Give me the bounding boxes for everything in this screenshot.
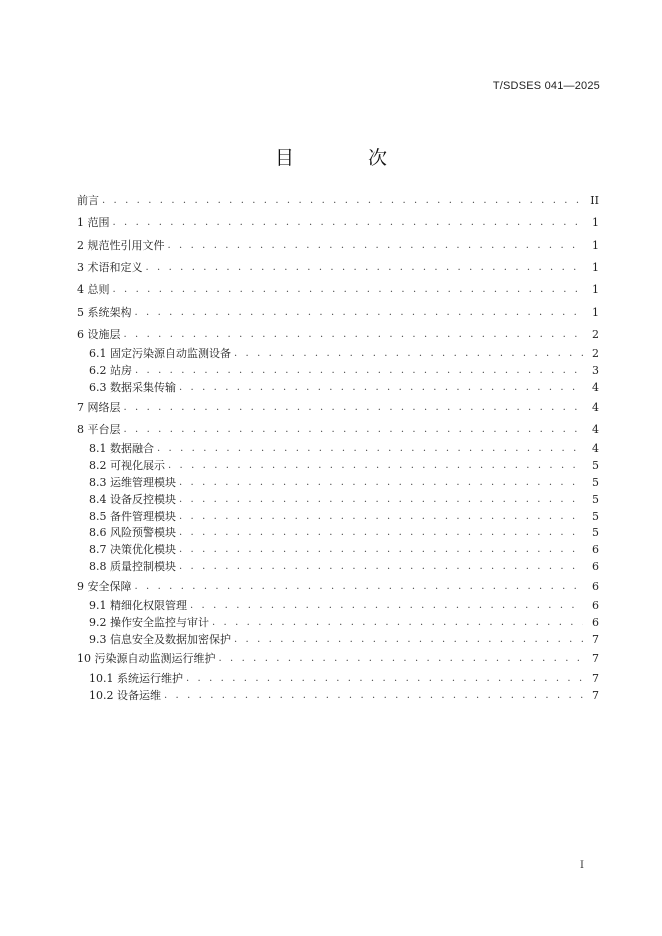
toc-entry-page: 7 [592, 652, 599, 666]
toc-dot-leader [124, 423, 584, 437]
toc-dot-leader [234, 347, 583, 361]
toc-entry[interactable] [77, 559, 599, 576]
toc-entry[interactable] [77, 687, 599, 704]
toc-entry-label: 8.2 可视化展示 [89, 459, 165, 473]
toc-entry[interactable] [77, 346, 599, 363]
page-number: I [580, 860, 584, 871]
toc-entry-page: 1 [592, 238, 599, 252]
toc-entry-label: 10.2 设备运维 [89, 688, 161, 702]
toc-entry-page: 6 [592, 560, 599, 574]
toc-entry[interactable] [77, 235, 599, 257]
toc-entry[interactable] [77, 301, 599, 323]
toc-entry-page: 4 [592, 422, 599, 436]
toc-entry-page: 2 [592, 327, 599, 341]
toc-entry-page: 4 [592, 442, 599, 456]
toc-entry-page: 6 [592, 543, 599, 557]
toc-dot-leader [179, 476, 583, 490]
document-code: T/SDSES 041—2025 [492, 80, 600, 92]
toc-entry[interactable] [77, 575, 599, 597]
toc-entry-page: 1 [592, 283, 599, 297]
toc-dot-leader [179, 543, 583, 557]
toc-entry-page: 5 [592, 492, 599, 506]
table-of-contents [77, 190, 599, 704]
toc-entry-label: 7 网络层 [77, 400, 121, 414]
toc-entry-page: 5 [592, 459, 599, 473]
toc-dot-leader [124, 401, 584, 415]
toc-entry-label: 8.7 决策优化模块 [89, 543, 176, 557]
toc-entry[interactable] [77, 542, 599, 559]
toc-entry-page: 2 [592, 347, 599, 361]
toc-dot-leader [219, 652, 584, 666]
toc-entry-page: 1 [592, 216, 599, 230]
toc-entry-label: 6 设施层 [77, 327, 121, 341]
toc-entry-page: 7 [592, 671, 599, 685]
toc-dot-leader [102, 194, 583, 208]
toc-dot-leader [113, 216, 584, 230]
toc-entry-page: 7 [592, 688, 599, 702]
toc-dot-leader [157, 442, 583, 456]
toc-entry[interactable] [77, 458, 599, 475]
toc-dot-leader [212, 616, 583, 630]
toc-dot-leader [168, 239, 584, 253]
toc-title: 目 次 [274, 147, 422, 169]
toc-entry[interactable] [77, 363, 599, 380]
toc-entry[interactable] [77, 257, 599, 279]
toc-dot-leader [179, 526, 583, 540]
toc-dot-leader [124, 328, 584, 342]
toc-dot-leader [135, 364, 583, 378]
toc-entry-page: 6 [592, 599, 599, 613]
toc-entry[interactable] [77, 598, 599, 615]
toc-entry[interactable] [77, 441, 599, 458]
toc-dot-leader [179, 560, 583, 574]
toc-entry-page: 6 [592, 579, 599, 593]
toc-dot-leader [135, 306, 584, 320]
toc-entry-page: 6 [592, 615, 599, 629]
toc-entry[interactable] [77, 279, 599, 301]
toc-entry[interactable] [77, 631, 599, 648]
toc-dot-leader [146, 261, 584, 275]
toc-entry[interactable] [77, 508, 599, 525]
toc-entry-label: 10.1 系统运行维护 [89, 671, 183, 685]
toc-entry-label: 2 规范性引用文件 [77, 238, 165, 252]
toc-dot-leader [168, 459, 583, 473]
toc-entry-page: 1 [592, 261, 599, 275]
toc-dot-leader [179, 493, 583, 507]
toc-dot-leader [135, 580, 584, 594]
toc-dot-leader [179, 510, 583, 524]
toc-entry-page: 7 [592, 632, 599, 646]
toc-entry-label: 9.3 信息安全及数据加密保护 [89, 632, 231, 646]
toc-entry-label: 8 平台层 [77, 422, 121, 436]
toc-entry[interactable] [77, 212, 599, 234]
toc-entry-label: 9 安全保障 [77, 579, 132, 593]
toc-entry[interactable] [77, 670, 599, 687]
toc-entry[interactable] [77, 396, 599, 418]
toc-entry-label: 8.1 数据融合 [89, 442, 154, 456]
toc-dot-leader [186, 672, 583, 686]
toc-entry[interactable] [77, 475, 599, 492]
toc-entry-label: 8.4 设备反控模块 [89, 492, 176, 506]
toc-entry-label: 9.1 精细化权限管理 [89, 599, 187, 613]
toc-entry-page: 4 [592, 400, 599, 414]
toc-entry-label: 8.8 质量控制模块 [89, 560, 176, 574]
toc-entry-page: II [590, 194, 599, 208]
toc-dot-leader [113, 283, 584, 297]
toc-entry-label: 1 范围 [77, 216, 110, 230]
toc-entry[interactable] [77, 648, 599, 670]
toc-entry-label: 4 总则 [77, 283, 110, 297]
toc-entry[interactable] [77, 615, 599, 632]
toc-entry-label: 8.5 备件管理模块 [89, 509, 176, 523]
toc-entry-label: 6.2 站房 [89, 364, 132, 378]
toc-entry[interactable] [77, 380, 599, 397]
toc-entry-label: 6.3 数据采集传输 [89, 381, 176, 395]
toc-dot-leader [164, 689, 583, 703]
toc-dot-leader [234, 633, 583, 647]
toc-entry-page: 3 [592, 364, 599, 378]
toc-entry-label: 3 术语和定义 [77, 261, 143, 275]
toc-entry-label: 10 污染源自动监测运行维护 [77, 652, 216, 666]
toc-entry[interactable] [77, 190, 599, 212]
toc-entry[interactable] [77, 419, 599, 441]
toc-entry-label: 9.2 操作安全监控与审计 [89, 615, 209, 629]
toc-entry[interactable] [77, 525, 599, 542]
toc-entry-label: 8.6 风险预警模块 [89, 526, 176, 540]
toc-entry-page: 5 [592, 476, 599, 490]
toc-entry-page: 1 [592, 305, 599, 319]
toc-entry[interactable] [77, 324, 599, 346]
toc-dot-leader [179, 381, 583, 395]
toc-entry-label: 6.1 固定污染源自动监测设备 [89, 347, 231, 361]
toc-dot-leader [190, 599, 583, 613]
toc-entry[interactable] [77, 491, 599, 508]
toc-entry-page: 5 [592, 509, 599, 523]
toc-entry-label: 8.3 运维管理模块 [89, 476, 176, 490]
toc-entry-label: 前言 [77, 194, 99, 208]
toc-entry-label: 5 系统架构 [77, 305, 132, 319]
toc-entry-page: 4 [592, 381, 599, 395]
toc-entry-page: 5 [592, 526, 599, 540]
